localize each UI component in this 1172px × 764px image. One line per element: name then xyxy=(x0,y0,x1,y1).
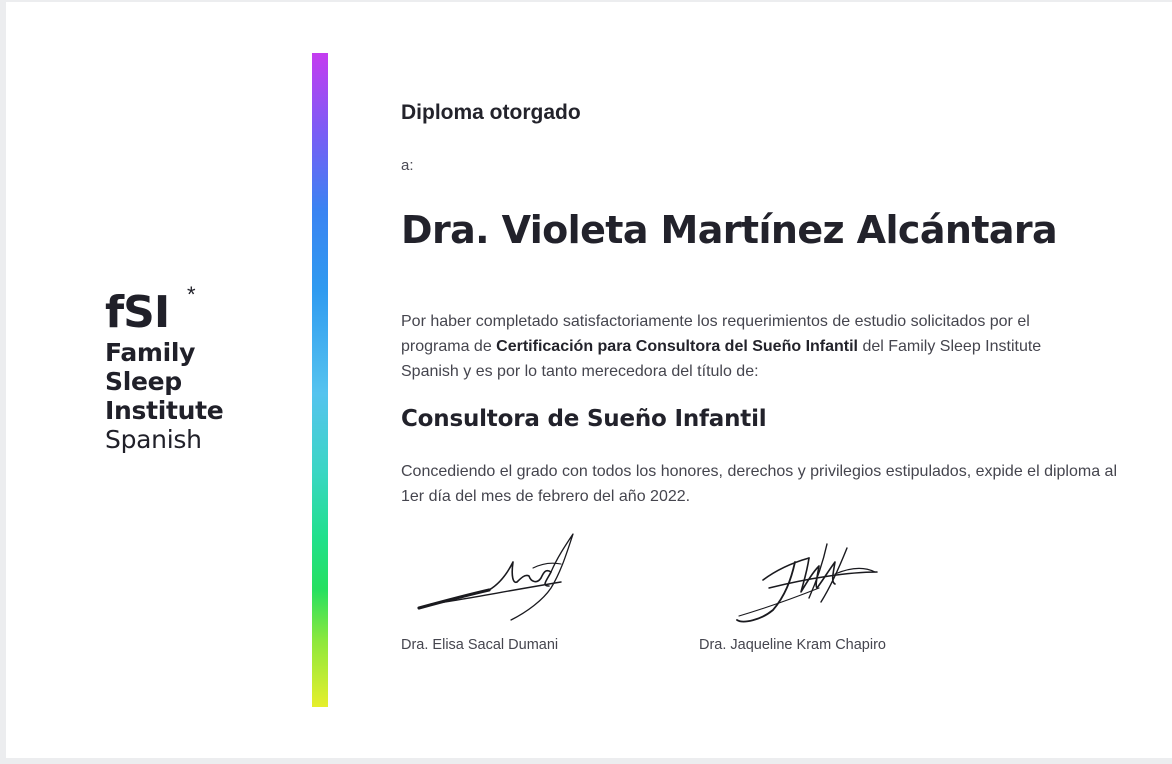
awarded-title: Consultora de Sueño Infantil xyxy=(401,406,767,432)
completion-text-part2: del Family Sleep Institute Spanish y es por lo tanto merecedora del título de: xyxy=(401,338,1042,380)
logo-line-sleep: Sleep xyxy=(105,367,182,396)
grant-text: Concediendo el grado con todos los honores, derechos y privilegios estipulados, expide el diploma al 1er día del mes de febrero del año 2022. xyxy=(401,463,1117,505)
logo-line-spanish: Spanish xyxy=(105,425,202,454)
program-name: Certificación para Consultora del Sueño Infantil xyxy=(496,338,858,355)
signature-1 xyxy=(401,528,601,628)
rainbow-divider xyxy=(312,53,328,707)
signatory-name-1: Dra. Elisa Sacal Dumani xyxy=(401,637,559,653)
logo-fsi-text: fSI xyxy=(105,287,170,338)
signatory-name-2: Dra. Jaqueline Kram Chapiro xyxy=(699,637,886,653)
signature-block-1 xyxy=(401,528,621,653)
star-icon: * xyxy=(187,282,196,307)
logo-line-institute: Institute xyxy=(105,396,224,425)
logo-line-family: Family xyxy=(105,338,196,367)
recipient-name: Dra. Violeta Martínez Alcántara xyxy=(401,208,1058,252)
completion-text-part1: Por haber completado satisfactoriamente los requerimientos de estudio solicitados por el programa de xyxy=(401,313,1030,355)
diploma-heading: Diploma otorgado xyxy=(401,101,581,124)
recipient-prefix: a: xyxy=(401,157,414,174)
fsi-logo xyxy=(105,282,255,454)
signature-block-2 xyxy=(699,528,939,653)
signature-2 xyxy=(699,528,899,628)
completion-text xyxy=(401,309,1101,384)
logo-mark xyxy=(105,282,255,338)
